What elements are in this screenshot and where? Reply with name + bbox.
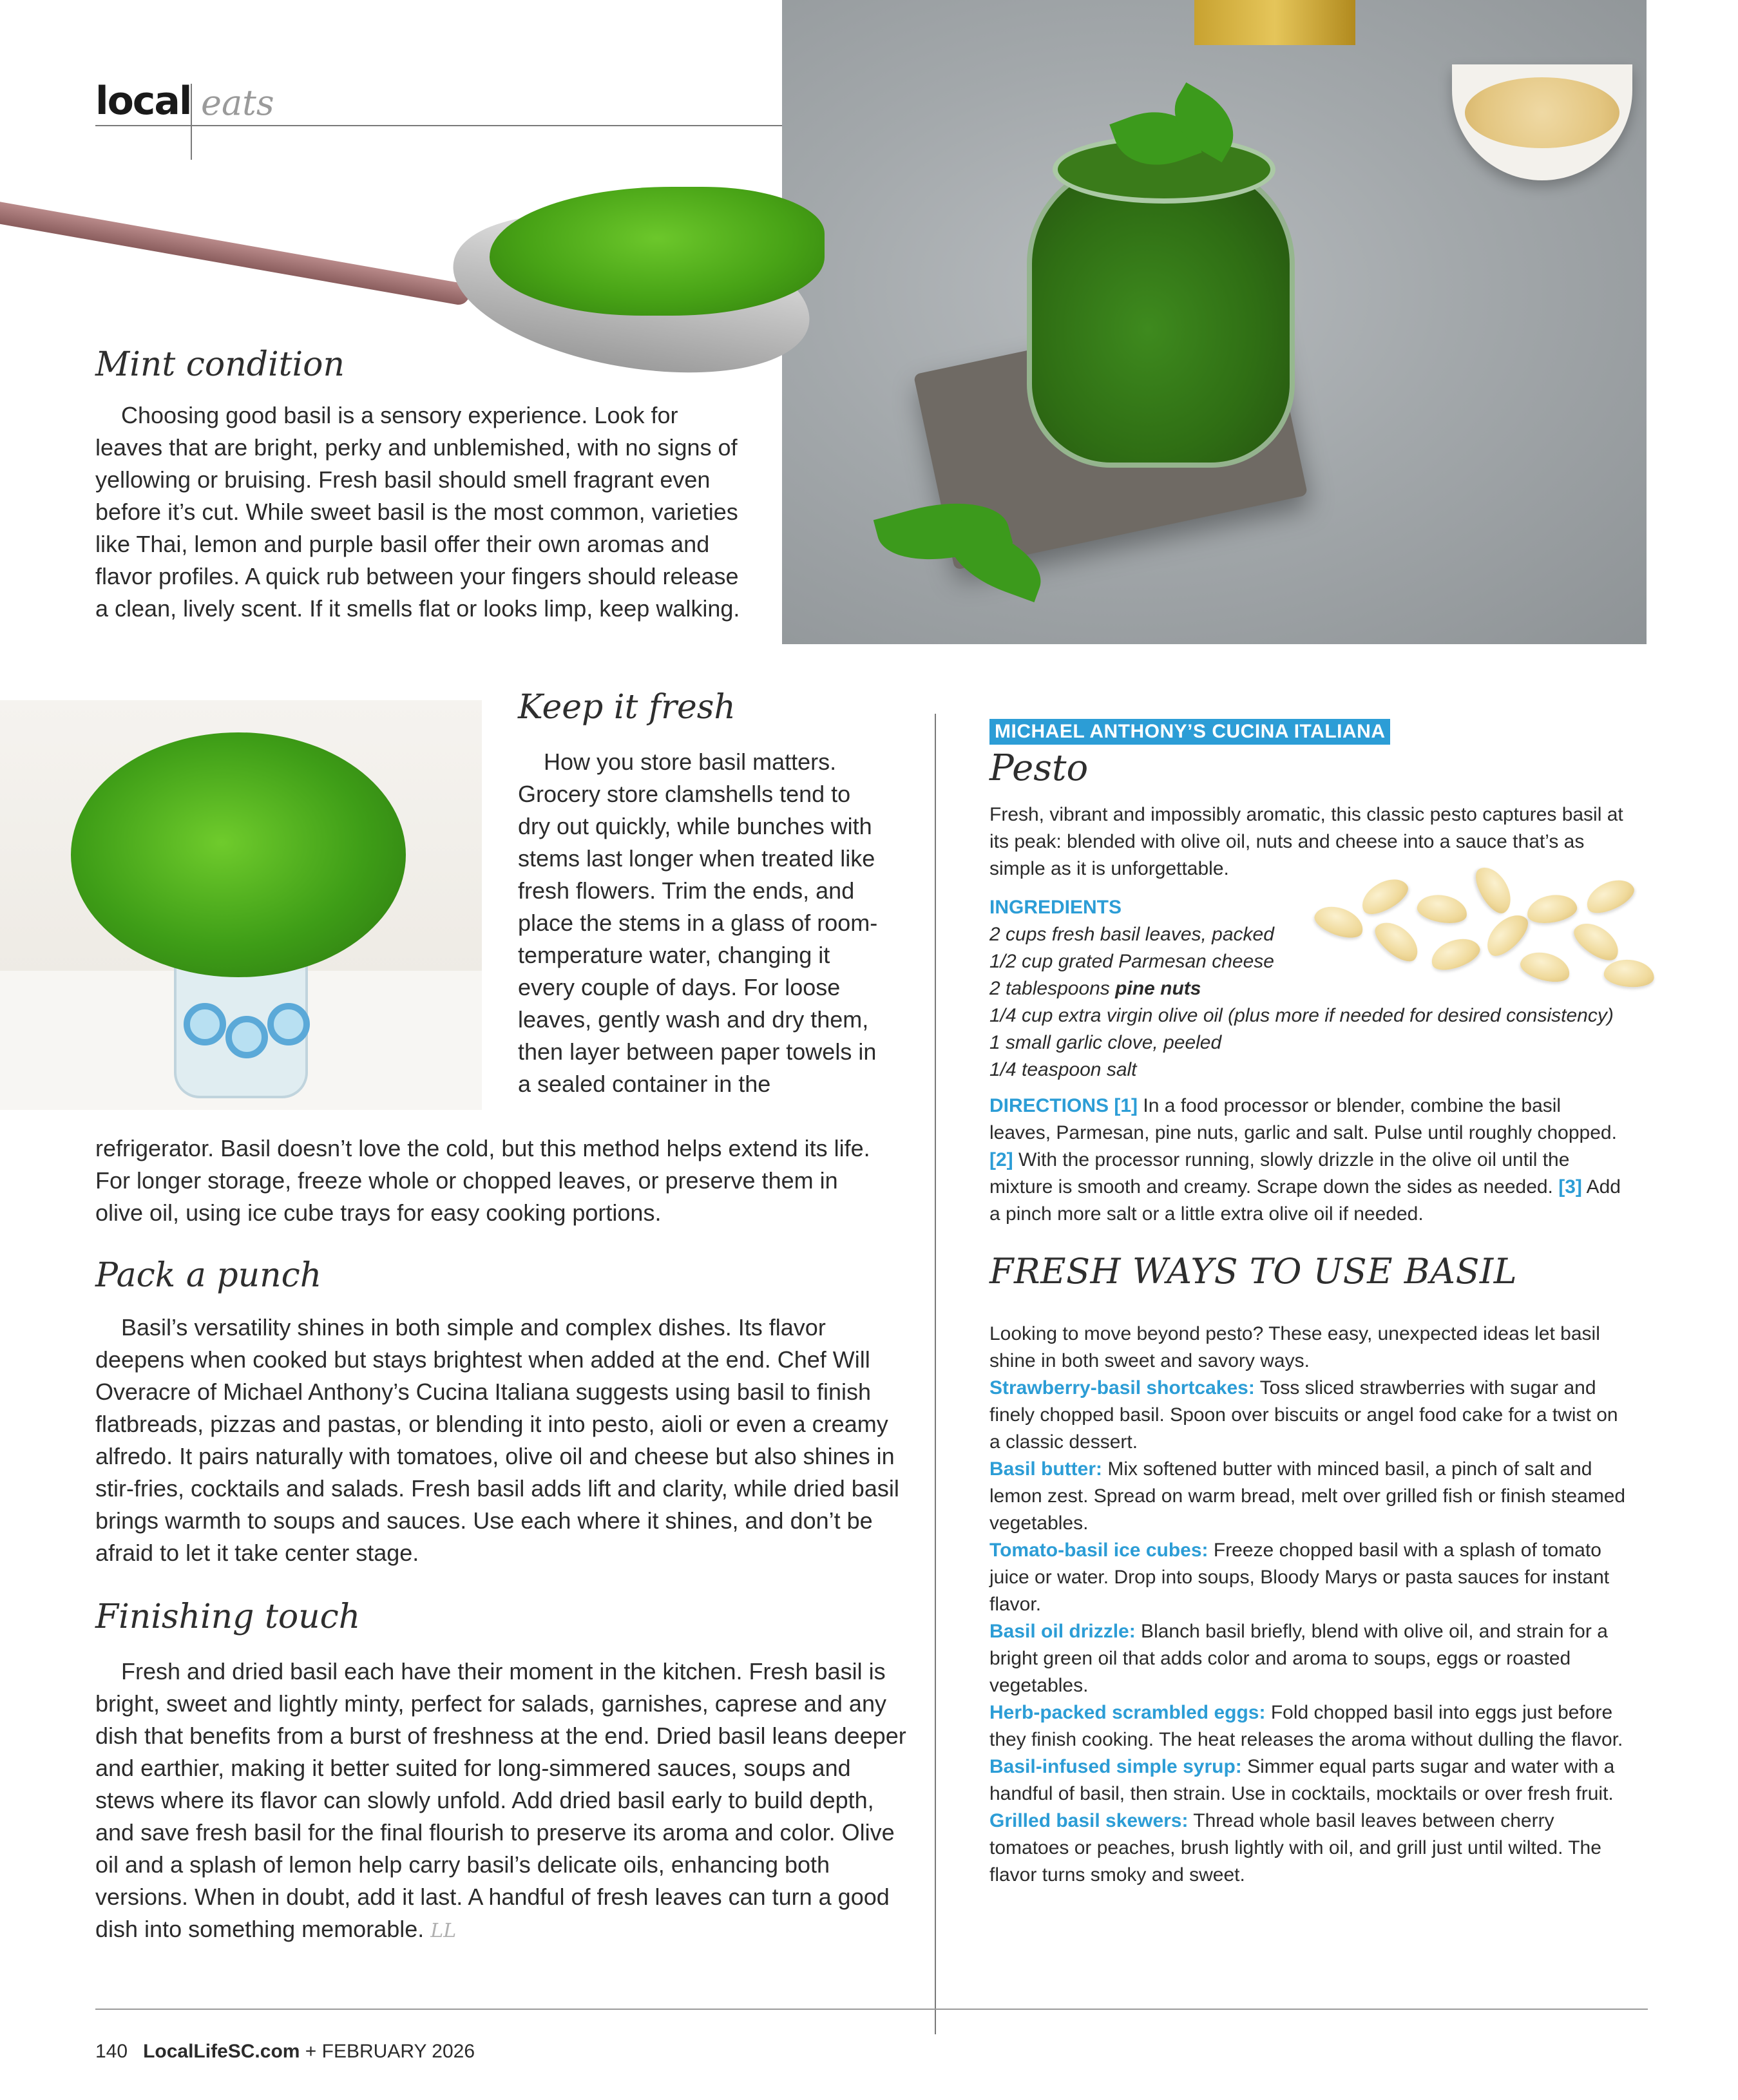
idea-label: Tomato-basil ice cubes: (989, 1540, 1208, 1561)
section-body-finish (95, 1656, 907, 1947)
section-label: eats (201, 82, 274, 123)
header-divider (191, 84, 192, 160)
recipe-title: Pesto (989, 747, 1089, 789)
spoon-pesto (490, 187, 825, 316)
ingredients-list (989, 921, 1634, 1083)
step-text: In a food processor or blender, combine the basil leaves, Parmesan, pine nuts, garlic and salt. Pulse until roughly chopped. (989, 1095, 1617, 1143)
section-body-mint (95, 399, 746, 625)
idea-item (989, 1618, 1627, 1699)
paragraph-text: Fresh and dried basil each have their moment in the kitchen. Fresh basil is bright, sweet and lightly minty, perfect for salads, garnishes, caprese and any dish that benefits from a burst of freshness at the end. Dried basil leans deeper and earthier, making it better suited for long-simmered sauces, soups and stews where its flavor can slowly unfold. Add dried basil early to build depth, and save fresh basil for the final flourish to preserve its aroma and color. Olive oil and a splash of lemon help carry basil’s delicate oils, enhancing both versions. When in doubt, add it last. A handful of fresh leaves can turn a good dish into something memorable. (95, 1658, 906, 1942)
oil-bottle (1194, 0, 1355, 45)
recipe-intro-text: Fresh, vibrant and impossibly aromatic, this classic pesto captures basil at its peak: blended with olive oil, nuts and cheese into a sauce that’s as simple as it is unforgettable. (989, 804, 1623, 879)
directions-label: DIRECTIONS (989, 1095, 1109, 1116)
pesto-jar-photo (782, 0, 1647, 644)
pine-nuts-in-bowl (1465, 77, 1619, 148)
idea-label: Basil butter: (989, 1458, 1103, 1480)
ingredients-label: INGREDIENTS (989, 897, 1122, 918)
recipe-intro (989, 801, 1627, 883)
glass-pattern-dot (184, 1003, 226, 1045)
idea-label: Basil-infused simple syrup: (989, 1756, 1242, 1777)
step-text: Add a pinch more salt or a little extra olive oil if needed. (989, 1176, 1621, 1225)
idea-item (989, 1537, 1627, 1618)
idea-text: Thread whole basil leaves between cherry tomatoes or peaches, brush lightly with oil, and grill just until wilted. The flavor turns smoky and sweet. (989, 1810, 1601, 1885)
section-body-fresh-lower (95, 1132, 875, 1229)
ingredient-item: 1/4 teaspoon salt (989, 1059, 1137, 1080)
idea-text: Mix softened butter with minced basil, a pinch of salt and lemon zest. Spread on warm bread, melt over grilled fish or finish steamed vegetables. (989, 1458, 1626, 1534)
ingredient-qty: 2 tablespoons (989, 978, 1116, 999)
ingredient-name: pine nuts (1115, 978, 1201, 999)
paragraph (95, 1656, 907, 1947)
fresh-ways-title: FRESH WAYS TO USE BASIL (989, 1251, 1518, 1292)
step-number: [1] (1114, 1095, 1138, 1116)
section-body-punch (95, 1312, 907, 1569)
idea-text: Toss sliced strawberries with sugar and finely chopped basil. Spoon over biscuits or angel food cake for a twist on a classic dessert. (989, 1377, 1618, 1453)
idea-item (989, 1808, 1627, 1889)
restaurant-tag: MICHAEL ANTHONY’S CUCINA ITALIANA (989, 719, 1390, 745)
idea-text: Freeze chopped basil with a splash of tomato juice or water. Drop into soups, Bloody Marys or pasta sauces for instant flavor. (989, 1540, 1610, 1615)
idea-text: Blanch basil briefly, blend with olive oil, and strain for a bright green oil that adds color and aroma to soups, eggs or roasted vegetables. (989, 1621, 1608, 1696)
footer-rule (95, 2009, 1648, 2010)
idea-item (989, 1456, 1627, 1537)
idea-label: Basil oil drizzle: (989, 1621, 1136, 1642)
pesto-jar (1027, 161, 1295, 468)
footer (95, 2041, 475, 2063)
directions-text (989, 1093, 1621, 1228)
section-body-fresh-upper (518, 746, 879, 1100)
idea-text: Fold chopped basil into eggs just before they finish cooking. The heat releases the aroma without dulling the flavor. (989, 1702, 1623, 1750)
paragraph: Basil’s versatility shines in both simple and complex dishes. Its flavor deepens when cooked but stays brightest when added at the end. Chef Will Overacre of Michael Anthony’s Cucina Italiana suggests using basil to finish flatbreads, pizzas and pastas, or blending it into pesto, aioli or even a creamy alfredo. It pairs naturally with tomatoes, olive oil and cheese but also shines in stir-fries, cocktails and salads. Fresh basil adds lift and clarity, while dried basil brings warmth to soups and sauces. Use each where it shines, and don’t be afraid to let it take center stage. (95, 1314, 899, 1566)
pesto-spoon-photo (0, 161, 782, 367)
ingredient-item (989, 975, 1634, 1002)
idea-label: Herb-packed scrambled eggs: (989, 1702, 1266, 1723)
step-text: With the processor running, slowly drizzle in the olive oil until the mixture is smooth and creamy. Scrape down the sides as needed. (989, 1149, 1570, 1198)
section-title-punch: Pack a punch (95, 1256, 322, 1295)
ingredient-item: 1 small garlic clove, peeled (989, 1032, 1222, 1053)
signoff-mark: LL (430, 1920, 457, 1942)
ingredient-item: 1/4 cup extra virgin olive oil (plus more if needed for desired consistency) (989, 1005, 1614, 1026)
glass-pattern-dot (267, 1003, 310, 1045)
basil-glass-photo (0, 700, 482, 1110)
idea-item (989, 1699, 1627, 1753)
spoon-handle (0, 200, 471, 306)
section-title-fresh: Keep it fresh (518, 688, 736, 727)
site-link[interactable]: LocalLifeSC.com (143, 2041, 300, 2062)
idea-item (989, 1375, 1627, 1456)
idea-label: Grilled basil skewers: (989, 1810, 1189, 1831)
step-number: [2] (989, 1149, 1013, 1170)
step-number: [3] (1558, 1176, 1582, 1198)
page-number: 140 (95, 2041, 128, 2062)
glass-pattern-dot (225, 1016, 268, 1058)
section-title-finish: Finishing touch (95, 1598, 361, 1636)
issue-date: + FEBRUARY 2026 (305, 2041, 475, 2062)
header-rule (95, 125, 782, 126)
paragraph: Choosing good basil is a sensory experience. Look for leaves that are bright, perky and unblemished, with no signs of yellowing or bruising. Fresh basil should smell fragrant even before it’s cut. While sweet basil is the most common, varieties like Thai, lemon and purple basil offer their own aromas and flavor profiles. A quick rub between your fingers should release a clean, lively scent. If it smells flat or looks limp, keep walking. (95, 402, 740, 622)
ingredients-block (989, 894, 1634, 1083)
fresh-ways-intro: Looking to move beyond pesto? These easy, unexpected ideas let basil shine in both sweet and savory ways. (989, 1323, 1600, 1371)
directions-block (989, 1093, 1621, 1228)
idea-label: Strawberry-basil shortcakes: (989, 1377, 1255, 1398)
idea-text: Simmer equal parts sugar and water with a handful of basil, then strain. Use in cocktails, mocktails or over fresh fruit. (989, 1756, 1615, 1804)
fresh-ways-list (989, 1321, 1627, 1889)
ingredient-item: 1/2 cup grated Parmesan cheese (989, 951, 1274, 972)
brand-logo: local (95, 79, 191, 124)
ingredient-item: 2 cups fresh basil leaves, packed (989, 924, 1274, 945)
column-divider (935, 714, 936, 2034)
paragraph: refrigerator. Basil doesn’t love the cold, but this method helps extend its life. For longer storage, freeze whole or chopped leaves, or preserve them in olive oil, using ice cube trays for easy cooking portions. (95, 1135, 870, 1226)
section-title-mint: Mint condition (95, 345, 345, 384)
paragraph: How you store basil matters. Grocery store clamshells tend to dry out quickly, while bunches with stems last longer when treated like fresh flowers. Trim the ends, and place the stems in a glass of room-temperature water, changing it every couple of days. For loose leaves, gently wash and dry them, then layer between paper towels in a sealed container in the (518, 749, 878, 1097)
basil-plant (71, 732, 406, 977)
idea-item (989, 1753, 1627, 1808)
